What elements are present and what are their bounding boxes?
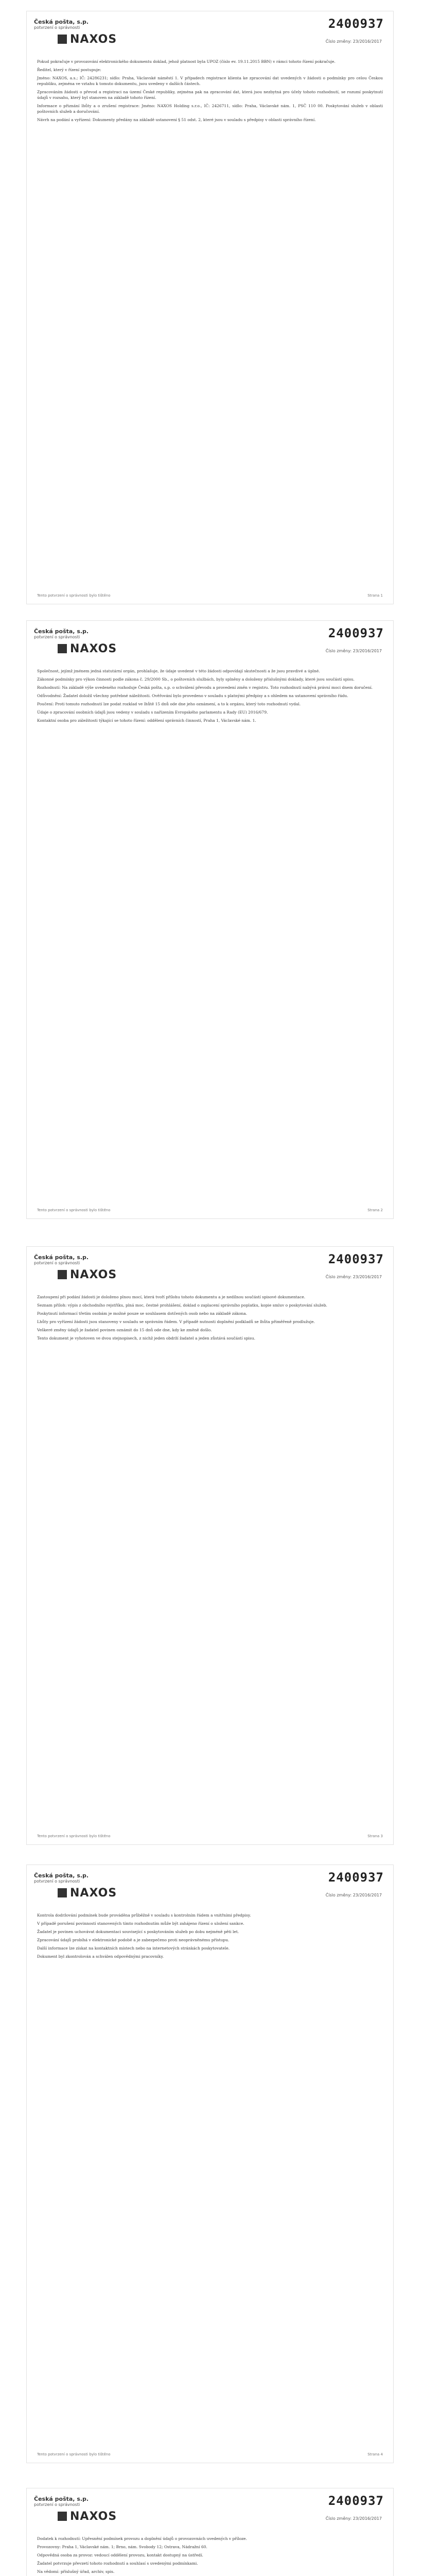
paragraph: V případě porušení povinností stanovených tímto rozhodnutím může být zahájeno řízení o uložení sankce.	[37, 1921, 244, 1926]
paragraph: Informace o přiznání lhůty a o zrušení registrace: Jméno: NAXOS Holding s.r.o., IČ: 2426711, sídlo: Praha, Václavské nám. 1, PSČ 110 00. Poskytování služeb v oblasti poštovních služeb a doručování.	[37, 104, 383, 114]
change-number: Číslo změny: 23/2016/2017	[325, 1893, 382, 1897]
document-page	[27, 11, 393, 604]
footer-note: Tento potvrzení o správnosti bylo tištěno	[37, 1208, 111, 1212]
page-number: Strana 1	[367, 594, 383, 598]
paragraph: Lhůty pro vyřízení žádosti jsou stanoveny v souladu se správním řádem. V případě nutnosti doplnění podkladů se lhůta přiměřeně prodlužuje.	[37, 1319, 315, 1324]
paragraph: Provozovny: Praha 1, Václavské nám. 1; Brno, nám. Svobody 12; Ostrava, Nádražní 60.	[37, 2545, 207, 2549]
page-footer	[37, 2452, 383, 2456]
paragraph: Tento dokument je vyhotoven ve dvou stejnopisech, z nichž jeden obdrží žadatel a jeden zůstává součástí spisu.	[37, 1336, 255, 1341]
paragraph: Veškeré změny údajů je žadatel povinen oznámit do 15 dnů ode dne, kdy ke změně došlo.	[37, 1328, 212, 1332]
page-number: Strana 2	[367, 1208, 383, 1212]
post-logo	[34, 1254, 89, 1265]
document-number: 2400937	[328, 16, 384, 31]
page-footer	[37, 594, 383, 598]
paragraph: Žadatel je povinen uchovávat dokumentaci související s poskytováním služeb po dobu nejméně pěti let.	[37, 1929, 239, 1934]
page-body	[27, 2533, 393, 2576]
page-number: Strana 3	[367, 1834, 383, 1838]
page-header	[27, 11, 393, 56]
paragraph: Rozhodnutí: Na základě výše uvedeného rozhoduje Česká pošta, s.p. o schválení převodu a provedení změn v registru. Toto rozhodnutí nabývá právní moci dnem doručení.	[37, 685, 373, 690]
post-logo	[34, 19, 89, 30]
paragraph: Odpovědná osoba za provoz: vedoucí oddělení provozu, kontakt dostupný na ústředí.	[37, 2553, 203, 2557]
page-body	[27, 665, 393, 731]
document-page	[27, 1865, 393, 2463]
paragraph: Žadatel potvrzuje převzetí tohoto rozhodnutí a souhlasí s uvedenými podmínkami.	[37, 2561, 198, 2566]
paragraph: Další informace lze získat na kontaktních místech nebo na internetových stránkách poskytovatele.	[37, 1946, 230, 1951]
footer-note: Tento potvrzení o správnosti bylo tištěno	[37, 594, 111, 598]
paragraph: Společnost, jejímž jménem jedná statutární orgán, prohlašuje, že údaje uvedené v této žádosti odpovídají skutečnosti a že jsou pravdivé a úplné.	[37, 669, 320, 673]
logo-title: Česká pošta, s.p.	[34, 19, 89, 25]
naxos-logo	[58, 1268, 117, 1281]
naxos-mark-icon	[58, 1888, 67, 1897]
paragraph: Ředitel, který v řízení postupuje:	[37, 67, 101, 72]
document-number: 2400937	[328, 626, 384, 640]
page-header	[27, 1865, 393, 1909]
page-footer	[37, 1208, 383, 1212]
logo-subtitle: potvrzení o správnosti	[34, 2502, 80, 2507]
naxos-logo	[58, 1887, 117, 1900]
document-page	[27, 1247, 393, 1844]
post-logo	[34, 1872, 89, 1884]
paragraph: Dodatek k rozhodnutí: Upřesnění podmínek provozu a doplnění údajů o provozovnách uvedených v příloze.	[37, 2536, 248, 2541]
paragraph: Kontrola dodržování podmínek bude prováděna průběžně v souladu s kontrolním řádem a vnitřními předpisy.	[37, 1913, 251, 1918]
post-logo	[34, 628, 89, 639]
change-number: Číslo změny: 23/2016/2017	[325, 2516, 382, 2521]
naxos-logo	[58, 642, 117, 655]
paragraph: Pokud pokračuje v provozování elektronického dokumentu doklad, jehož platnost byla UPOZ (číslo ev. 19.11.2015 BBN) v rámci tohoto řízení pokračuje.	[37, 59, 336, 64]
brand-name: NAXOS	[70, 1268, 117, 1281]
document-number: 2400937	[328, 1870, 384, 1885]
paragraph: Odůvodnění: Žadatel doložil všechny potřebné náležitosti. Ověřování bylo provedeno v souladu s platnými předpisy a s ohledem na ustanovení správního řádu.	[37, 693, 348, 698]
logo-subtitle: potvrzení o správnosti	[34, 1879, 80, 1884]
post-logo	[34, 2496, 89, 2507]
paragraph: Dokument byl zkontrolován a schválen odpovědnými pracovníky.	[37, 1954, 164, 1959]
naxos-mark-icon	[58, 35, 67, 44]
paragraph: Údaje o zpracování osobních údajů jsou vedeny v souladu s nařízením Evropského parlamentu a Rady (EU) 2016/679.	[37, 710, 268, 715]
paragraph: Zákonné podmínky pro výkon činnosti podle zákona č. 29/2000 Sb., o poštovních službách, byly splněny a doloženy příslušnými doklady, které jsou součástí spisu.	[37, 677, 355, 682]
page-body	[27, 56, 393, 130]
logo-title: Česká pošta, s.p.	[34, 1254, 89, 1261]
paragraph: Na vědomí: příslušný úřad, archiv, spis.	[37, 2569, 115, 2574]
brand-name: NAXOS	[70, 2510, 117, 2523]
document-number: 2400937	[328, 1252, 384, 1266]
page-header	[27, 2488, 393, 2533]
document-page	[27, 2488, 393, 2576]
naxos-mark-icon	[58, 644, 67, 653]
page-body	[27, 1909, 393, 1967]
naxos-logo	[58, 2510, 117, 2523]
footer-note: Tento potvrzení o správnosti bylo tištěno	[37, 1834, 111, 1838]
paragraph: Poučení: Proti tomuto rozhodnutí lze podat rozklad ve lhůtě 15 dnů ode dne jeho oznámení, a to k orgánu, který toto rozhodnutí vydal.	[37, 702, 301, 706]
paragraph: Poskytnutí informací třetím osobám je možné pouze se souhlasem dotčených osob nebo na základě zákona.	[37, 1311, 248, 1316]
document-number: 2400937	[328, 2494, 384, 2508]
page-body	[27, 1291, 393, 1349]
naxos-logo	[58, 33, 117, 46]
paragraph: Zastoupení při podání žádosti je doloženo plnou mocí, která tvoří přílohu tohoto dokumentu a je nedílnou součástí spisové dokumentace.	[37, 1295, 306, 1299]
naxos-mark-icon	[58, 2512, 67, 2521]
paragraph: Zpracováním žádosti o převod a registraci na území České republiky, zejména pak na zpracování dat, která jsou nezbytná pro účely tohoto rozhodnutí, se rozumí poskytnutí údajů v rozsahu, který byl stanoven na základě tohoto řízení.	[37, 90, 383, 100]
naxos-mark-icon	[58, 1270, 67, 1279]
logo-title: Česká pošta, s.p.	[34, 628, 89, 635]
logo-subtitle: potvrzení o správnosti	[34, 1261, 80, 1265]
brand-name: NAXOS	[70, 33, 117, 46]
page-header	[27, 621, 393, 665]
logo-title: Česká pošta, s.p.	[34, 2496, 89, 2502]
change-number: Číslo změny: 23/2016/2017	[325, 1275, 382, 1279]
logo-title: Česká pošta, s.p.	[34, 1872, 89, 1879]
paragraph: Seznam příloh: výpis z obchodního rejstříku, plná moc, čestné prohlášení, doklad o zaplacení správního poplatku, kopie smluv o poskytování služeb.	[37, 1303, 327, 1308]
paragraph: Zpracování údajů probíhá v elektronické podobě a je zabezpečeno proti neoprávněnému přístupu.	[37, 1938, 230, 1942]
change-number: Číslo změny: 23/2016/2017	[325, 39, 382, 44]
page-number: Strana 4	[367, 2452, 383, 2456]
brand-name: NAXOS	[70, 642, 117, 655]
logo-subtitle: potvrzení o správnosti	[34, 635, 80, 639]
paragraph: Jméno: NAXOS, a.s.; IČ: 24286231; sídlo: Praha, Václavské náměstí 1. V případech registrace klienta ke zpracování dat uvedených v žádosti o podmínky pro celou Českou republiku, zejména ve vztahu k tomuto dokumentu, jsou uvedeny v dalších částech.	[37, 76, 383, 86]
change-number: Číslo změny: 23/2016/2017	[325, 649, 382, 653]
document-page	[27, 621, 393, 1218]
page-header	[27, 1247, 393, 1291]
paragraph: Návrh na podání a vyřízení: Dokumenty předány na základě ustanovení § 51 odst. 2, které jsou v souladu s předpisy v oblasti správního řízení.	[37, 117, 316, 122]
brand-name: NAXOS	[70, 1887, 117, 1900]
page-footer	[37, 1834, 383, 1838]
footer-note: Tento potvrzení o správnosti bylo tištěno	[37, 2452, 111, 2456]
logo-subtitle: potvrzení o správnosti	[34, 25, 80, 30]
paragraph: Kontaktní osoba pro záležitosti týkající se tohoto řízení: oddělení správních činností, Praha 1, Václavské nám. 1.	[37, 718, 256, 723]
